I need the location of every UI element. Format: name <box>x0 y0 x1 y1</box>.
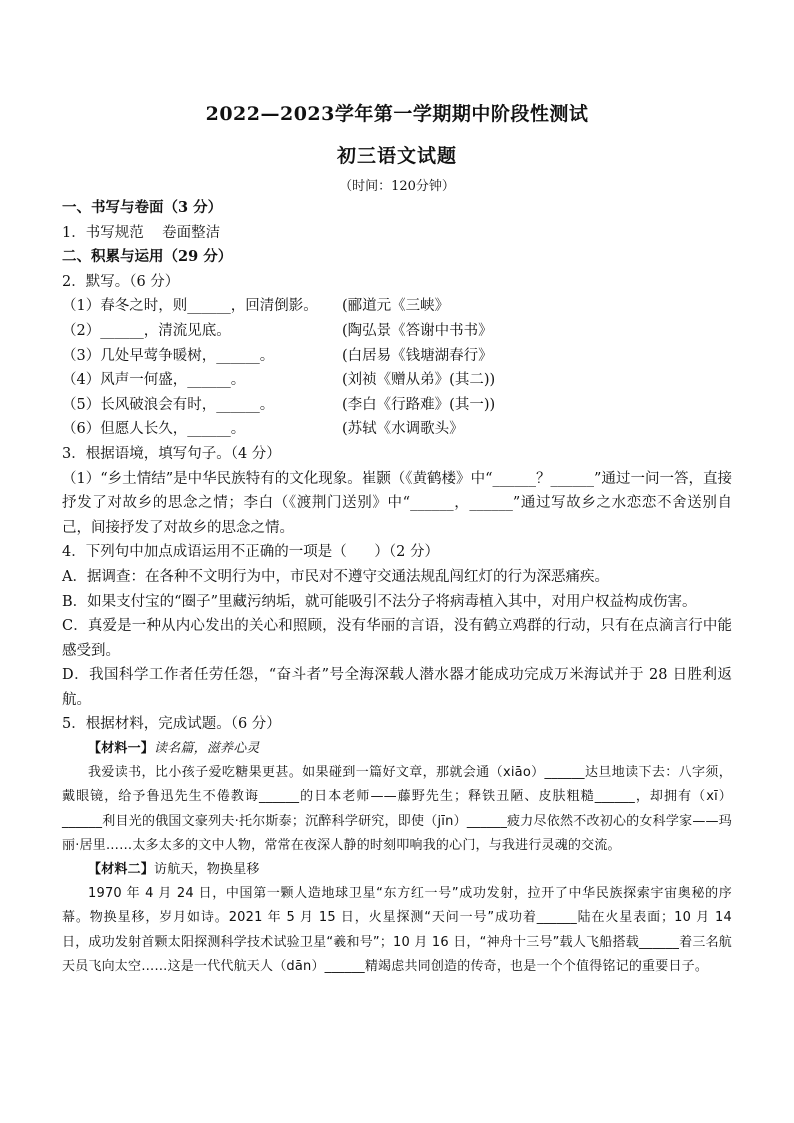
material-2-label: 【材料二】 <box>88 862 155 878</box>
material-2-heading <box>62 858 732 882</box>
q2-item <box>62 344 732 369</box>
material-1-heading <box>62 737 732 761</box>
section-1-item-1: 1．书写规范 卷面整洁 <box>62 224 221 241</box>
exam-body <box>62 196 732 979</box>
q2-item <box>62 368 732 393</box>
q2-item <box>62 294 732 319</box>
q2-item-source: (白居易《钱塘湖春行》 <box>342 347 493 364</box>
material-1-label: 【材料一】 <box>88 741 155 757</box>
material-1-subtitle: 读名篇，滋养心灵 <box>154 741 260 757</box>
q2-item-text: （2）______，清流见底。 <box>62 322 231 339</box>
q2-item-text: （4）风声一何盛，______。 <box>62 372 246 389</box>
q2-item-source: (李白《行路难》(其一)) <box>342 396 496 413</box>
q2-item <box>62 319 732 344</box>
exam-subtitle: 初三语文试题 <box>336 145 457 167</box>
q2-item-text: （1）春冬之时，则______，回清倒影。 <box>62 298 318 315</box>
q4-option-b: B．如果支付宝的“圈子”里藏污纳垢，就可能吸引不法分子将病毒植入其中，对用户权益构成伤害。 <box>62 593 697 610</box>
q2-item <box>62 417 732 442</box>
material-2-subtitle: 访航天，物换星移 <box>154 862 260 878</box>
q2-title: 2．默写。（6 分） <box>62 273 180 290</box>
q2-item-text: （3）几处早莺争暖树，______。 <box>62 347 275 364</box>
q3-text: （1）“乡土情结”是中华民族特有的文化现象。崔颢（《黄鹤楼》中“______？______”通过一问一答，直接抒发了对故乡的思念之情；李白（《渡荆门送别》中“______，______”通过写故乡之水恋恋不舍送别自己，间接抒发了对故乡的思念之情。 <box>62 470 732 536</box>
q2-item-source: (刘祯《赠从弟》(其二)) <box>342 372 496 389</box>
section-1-heading: 一、书写与卷面（3 分） <box>62 199 223 216</box>
q4-title: 4．下列句中加点成语运用不正确的一项是（ ）（2 分） <box>62 544 439 561</box>
q2-item-source: (苏轼《水调歌头》 <box>342 421 464 438</box>
section-2-heading: 二、积累与运用（29 分） <box>62 248 233 266</box>
q2-item-text: （5）长风破浪会有时，______。 <box>62 396 275 413</box>
q2-item <box>62 393 732 418</box>
exam-time: （时间：120分钟） <box>339 179 455 194</box>
material-2-text: 1970 年 4 月 24 日，中国第一颗人造地球卫星“东方红一号”成功发射，拉开了中华民族探索宇宙奥秘的序幕。物换星移，岁月如诗。2021 年 5 月 15 日，火星探测“天问一号”成功着______陆在火星表面；10 月 14 日，成功发射首颗太阳探测科学技术试验卫星“羲和号”；10 月 16 日，“神舟十三号”载人飞船搭载______着三名航天员飞向太空……这是一代代航天人（dān）______精竭虑共同创造的传奇，也是一个个值得铭记的重要日子。 <box>62 886 732 974</box>
q3-title: 3．根据语境，填写句子。（4 分） <box>62 445 281 462</box>
material-1-text: 我爱读书，比小孩子爱吃糖果更甚。如果碰到一篇好文章，那就会通（xiāo）______达旦地读下去：八字须，戴眼镜，给予鲁迅先生不倦教诲______的日本老师——藤野先生；释铁丑陋、皮肤粗糙______，却拥有（xī）______利目光的俄国文豪列夫·托尔斯泰；沉醉科学研究，即使（jīn）______疲力尽依然不改初心的女科学家——玛丽·居里……太多太多的文中人物，常常在夜深人静的时刻叩响我的心门，与我进行灵魂的交流。 <box>62 765 732 853</box>
exam-title: 2022—2023学年第一学期期中阶段性测试 <box>205 103 589 125</box>
q2-item-source: (郦道元《三峡》 <box>342 298 450 315</box>
q2-item-source: (陶弘景《答谢中书书》 <box>342 322 493 339</box>
q5-title: 5．根据材料，完成试题。（6 分） <box>62 716 281 733</box>
q4-option-a: A．据调查：在各种不文明行为中，市民对不遵守交通法规乱闯红灯的行为深恶痛疾。 <box>62 568 609 585</box>
q2-item-text: （6）但愿人长久，______。 <box>62 421 246 438</box>
q4-option-d: D．我国科学工作者任劳任怨，“奋斗者”号全海深载人潜水器才能成功完成万米海试并于 28 日胜利返航。 <box>62 667 732 708</box>
q4-option-c: C．真爱是一种从内心发出的关心和照顾，没有华丽的言语，没有鹤立鸡群的行动，只有在点滴言行中能感受到。 <box>62 618 732 659</box>
